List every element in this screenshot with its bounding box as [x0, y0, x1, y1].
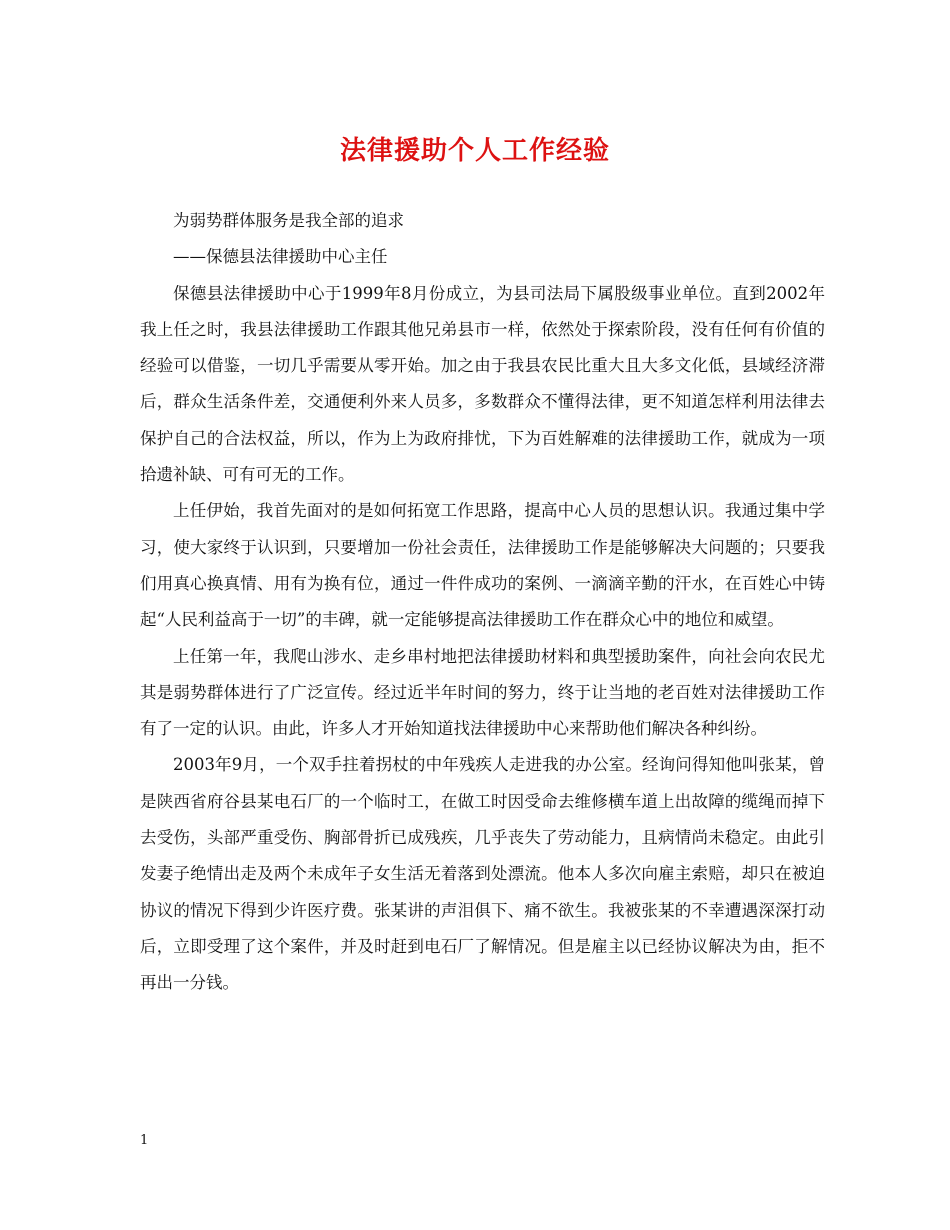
- page-number: 1: [140, 1133, 149, 1148]
- subtitle: 为弱势群体服务是我全部的追求: [173, 211, 404, 230]
- body-paragraph: 保德县法律援助中心于1999年8月份成立，为县司法局下属股级事业单位。直到2002年我上任之时，我县法律援助工作跟其他兄弟县市一样，依然处于探索阶段，没有任何有价值的经验可以借鉴，一切几乎需要从零开始。加之由于我县农民比重大且大多文化低，县域经济滞后，群众生活条件差，交通便利外来人员多，多数群众不懂得法律，更不知道怎样利用法律去保护自己的合法权益，所以，作为上为政府排忧，下为百姓解难的法律援助工作，就成为一项拾遗补缺、可有可无的工作。: [140, 283, 825, 485]
- document-title: 法律援助个人工作经验: [339, 136, 610, 166]
- body-paragraph: 上任伊始，我首先面对的是如何拓宽工作思路，提高中心人员的思想认识。我通过集中学习，使大家终于认识到，只要增加一份社会责任，法律援助工作是能够解决大问题的；只要我们用真心换真情、用有为换有位，通过一件件成功的案例、一滴滴辛勤的汗水，在百姓心中铸起“人民利益高于一切”的丰碑，就一定能够提高法律援助工作在群众心中的地位和威望。: [140, 501, 825, 630]
- document-body: [140, 203, 825, 1002]
- body-paragraph: 2003年9月，一个双手拄着拐杖的中年残疾人走进我的办公室。经询问得知他叫张某，曾是陕西省府谷县某电石厂的一个临时工，在做工时因受命去维修横车道上出故障的缆绳而掉下去受伤，头部严重受伤、胸部骨折已成残疾，几乎丧失了劳动能力，且病情尚未稳定。由此引发妻子绝情出走及两个未成年子女生活无着落到处漂流。他本人多次向雇主索赔，却只在被迫协议的情况下得到少许医疗费。张某讲的声泪俱下、痛不欲生。我被张某的不幸遭遇深深打动后，立即受理了这个案件，并及时赶到电石厂了解情况。但是雇主以已经协议解决为由，拒不再出一分钱。: [140, 755, 825, 993]
- author-line: ——保德县法律援助中心主任: [173, 247, 388, 267]
- body-paragraph: 上任第一年，我爬山涉水、走乡串村地把法律援助材料和典型援助案件，向社会向农民尤其是弱势群体进行了广泛宣传。经过近半年时间的努力，终于让当地的老百姓对法律援助工作有了一定的认识。由此，许多人才开始知道找法律援助中心来帮助他们解决各种纠纷。: [140, 646, 825, 739]
